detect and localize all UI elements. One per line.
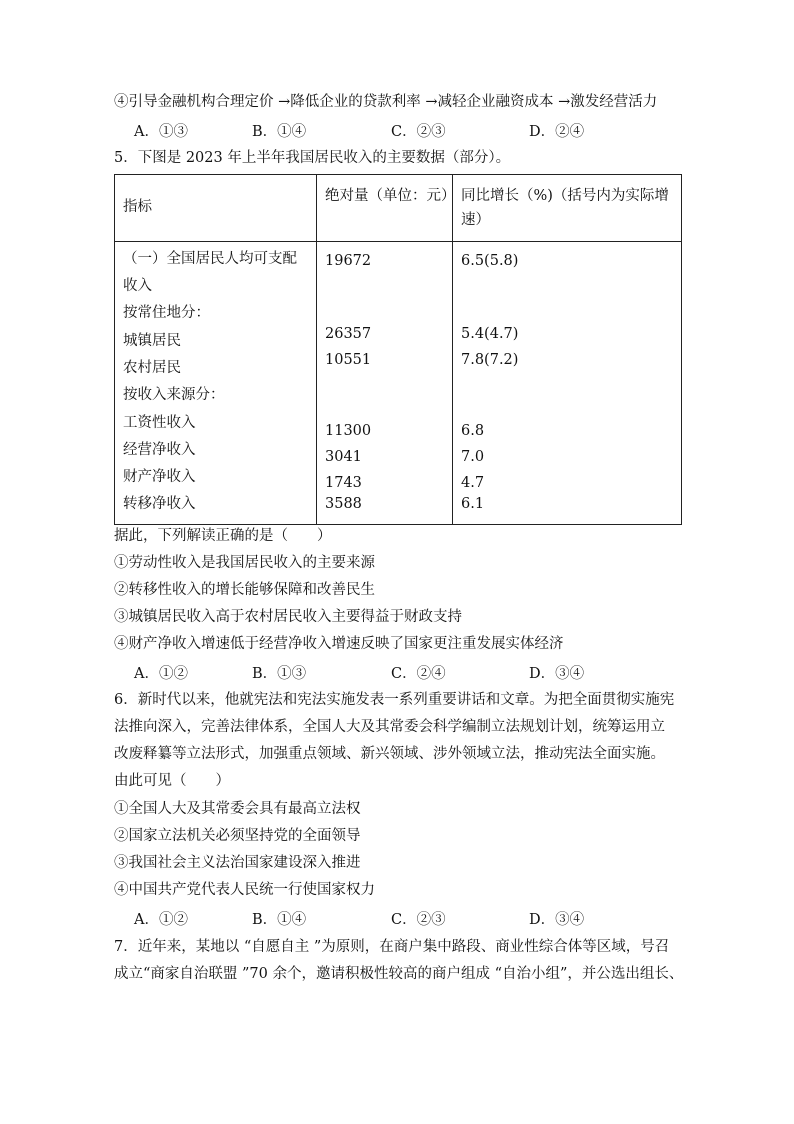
table-cell-growth: 6.1 — [461, 496, 485, 512]
table-cell-absolute: 26357 — [325, 326, 372, 342]
row-label: 工资性收入 — [123, 415, 196, 431]
header-indicator: 指标 — [123, 199, 152, 215]
table-cell-absolute: 3041 — [325, 449, 362, 465]
q5-option-1: ①劳动性收入是我国居民收入的主要来源 — [114, 555, 375, 571]
table-cell-absolute: 10551 — [325, 352, 372, 368]
q6-option-3: ③我国社会主义法治国家建设深入推进 — [114, 855, 361, 871]
q4-choice-c: C．②③ — [391, 124, 446, 140]
q7-stem-line: 7．近年来，某地以 “自愿自主 ”为原则，在商户集中路段、商业性综合体等区域，号召 — [114, 939, 670, 955]
q4-choices — [134, 122, 714, 142]
row-label: 转移净收入 — [123, 496, 196, 512]
q6-option-4: ④中国共产党代表人民统一行使国家权力 — [114, 882, 375, 898]
q7-stem-line: 成立“商家自治联盟 ”70 余个，邀请积极性较高的商户组成 “自治小组”，并公选出组长、 — [114, 966, 684, 982]
q5-choice-a: A．①② — [134, 666, 188, 682]
q5-option-3: ③城镇居民收入高于农村居民收入主要得益于财政支持 — [114, 609, 462, 625]
q5-choices — [134, 664, 714, 684]
table-cell-absolute: 19672 — [325, 253, 372, 269]
q5-choice-d: D．③④ — [529, 666, 585, 682]
table-cell-growth: 6.8 — [461, 423, 485, 439]
q5-question: 据此，下列解读正确的是（ ） — [114, 528, 332, 544]
q6-choice-c: C．②③ — [391, 912, 446, 928]
row-label: 城镇居民 — [123, 333, 181, 349]
table-header-divider — [115, 241, 681, 242]
header-growth-line1: 同比增长（%)（括号内为实际增 — [461, 188, 669, 204]
q5-option-2: ②转移性收入的增长能够保障和改善民生 — [114, 582, 375, 598]
row-label: （一）全国居民人均可支配 — [123, 251, 297, 267]
q6-choices — [134, 910, 714, 930]
q4-choice-d: D．②④ — [529, 124, 585, 140]
income-table — [114, 174, 682, 525]
q6-stem-line: 改废释纂等立法形式，加强重点领域、新兴领域、涉外领域立法，推动宪法全面实施。 — [114, 746, 665, 762]
q6-choice-d: D．③④ — [529, 912, 585, 928]
table-col-divider-2 — [452, 175, 453, 524]
table-cell-absolute: 1743 — [325, 475, 362, 491]
q5-choice-c: C．②④ — [391, 666, 446, 682]
q6-stem-line: 6．新时代以来，他就宪法和宪法实施发表一系列重要讲话和文章。为把全面贯彻实施宪 — [114, 692, 675, 708]
q4-option-4: ④引导金融机构合理定价 →降低企业的贷款利率 →减轻企业融资成本 →激发经营活力 — [114, 94, 658, 110]
q6-option-2: ②国家立法机关必须坚持党的全面领导 — [114, 828, 361, 844]
table-cell-growth: 7.8(7.2) — [461, 352, 519, 368]
table-cell-absolute: 11300 — [325, 423, 372, 439]
table-cell-growth: 4.7 — [461, 475, 485, 491]
header-growth-line2: 速） — [461, 212, 490, 228]
q4-choice-a: A．①③ — [134, 124, 188, 140]
q6-stem-line: 法推向深入，完善法律体系，全国人大及其常委会科学编制立法规划计划，统筹运用立 — [114, 719, 665, 735]
q6-choice-a: A．①② — [134, 912, 188, 928]
row-label: 按常住地分： — [123, 305, 210, 321]
table-cell-growth: 5.4(4.7) — [461, 326, 519, 342]
q5-choice-b: B．①③ — [252, 666, 307, 682]
q5-stem: 5．下图是 2023 年上半年我国居民收入的主要数据（部分）。 — [114, 150, 511, 166]
row-label: 财产净收入 — [123, 469, 196, 485]
q6-choice-b: B．①④ — [252, 912, 307, 928]
q4-choice-b: B．①④ — [252, 124, 307, 140]
q6-option-1: ①全国人大及其常委会具有最高立法权 — [114, 801, 361, 817]
table-cell-growth: 7.0 — [461, 449, 485, 465]
table-col-divider-1 — [316, 175, 317, 524]
row-label: 经营净收入 — [123, 442, 196, 458]
row-label: 农村居民 — [123, 360, 181, 376]
row-label: 收入 — [123, 278, 152, 294]
q5-option-4: ④财产净收入增速低于经营净收入增速反映了国家更注重发展实体经济 — [114, 636, 564, 652]
table-cell-growth: 6.5(5.8) — [461, 253, 519, 269]
table-cell-absolute: 3588 — [325, 496, 362, 512]
q6-stem-line: 由此可见（ ） — [114, 773, 230, 789]
header-absolute: 绝对量（单位：元） — [325, 188, 456, 204]
row-label: 按收入来源分： — [123, 387, 225, 403]
